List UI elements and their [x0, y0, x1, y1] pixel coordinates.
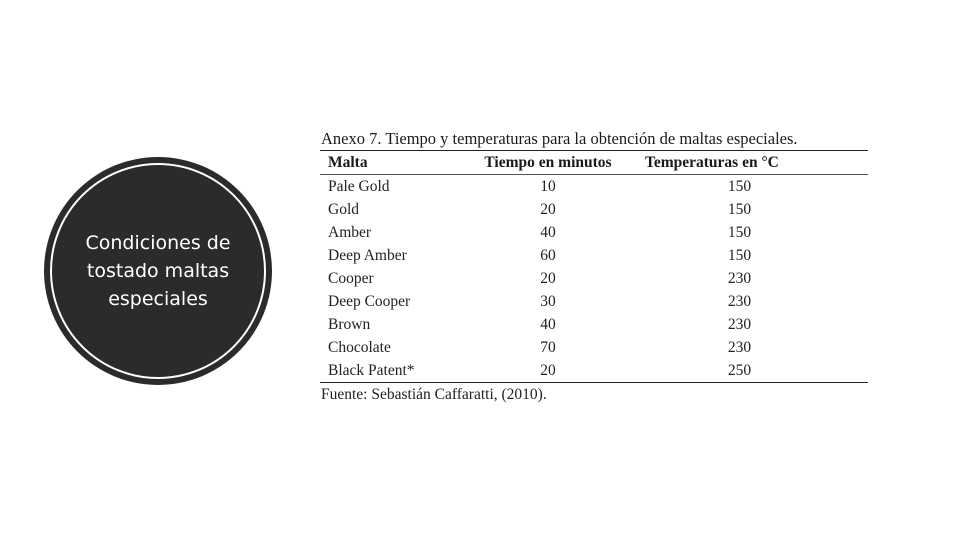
cell-temperatura: 250 — [727, 361, 752, 379]
table-figure — [320, 128, 870, 407]
cell-tiempo: 70 — [540, 338, 556, 356]
table-row — [320, 267, 868, 290]
cell-malta: Pale Gold — [328, 177, 390, 195]
cell-temperatura: 230 — [727, 292, 752, 310]
cell-malta: Brown — [328, 315, 371, 333]
cell-tiempo: 20 — [540, 361, 556, 379]
cell-temperatura: 150 — [727, 223, 752, 241]
table-row — [320, 175, 868, 199]
cell-malta: Gold — [328, 200, 359, 218]
cell-malta: Amber — [328, 223, 372, 241]
cell-malta: Chocolate — [328, 338, 391, 356]
cell-temperatura: 230 — [727, 338, 752, 356]
cell-tiempo: 20 — [540, 200, 556, 218]
table-caption: Anexo 7. Tiempo y temperaturas para la obtención de maltas especiales. — [321, 129, 798, 148]
cell-tiempo: 60 — [540, 246, 556, 264]
table-row — [320, 221, 868, 244]
table-row — [320, 244, 868, 267]
cell-tiempo: 10 — [540, 177, 556, 195]
circle-title — [44, 157, 272, 385]
cell-temperatura: 150 — [727, 246, 752, 264]
table-row — [320, 359, 868, 383]
cell-malta: Deep Cooper — [328, 292, 411, 310]
cell-malta: Deep Amber — [328, 246, 407, 264]
cell-malta: Black Patent* — [328, 361, 415, 379]
cell-malta: Cooper — [328, 269, 374, 287]
header-malta: Malta — [328, 153, 368, 171]
cell-temperatura: 230 — [727, 315, 752, 333]
cell-tiempo: 20 — [540, 269, 556, 287]
cell-temperatura: 150 — [727, 200, 752, 218]
cell-temperatura: 150 — [727, 177, 752, 195]
header-tiempo: Tiempo en minutos — [484, 153, 612, 171]
header-temperatura: Temperaturas en °C — [644, 153, 779, 171]
cell-temperatura: 230 — [727, 269, 752, 287]
title-circle — [44, 157, 272, 385]
malt-table — [320, 150, 868, 383]
table-row — [320, 336, 868, 359]
cell-tiempo: 40 — [540, 223, 556, 241]
cell-tiempo: 40 — [540, 315, 556, 333]
table-row — [320, 290, 868, 313]
table-header-row — [320, 151, 868, 175]
table-row — [320, 198, 868, 221]
cell-tiempo: 30 — [540, 292, 556, 310]
table-row — [320, 313, 868, 336]
circle-title-text: Condiciones de tostado maltas especiales — [85, 232, 231, 310]
table-source: Fuente: Sebastián Caffaratti, (2010). — [321, 386, 547, 403]
